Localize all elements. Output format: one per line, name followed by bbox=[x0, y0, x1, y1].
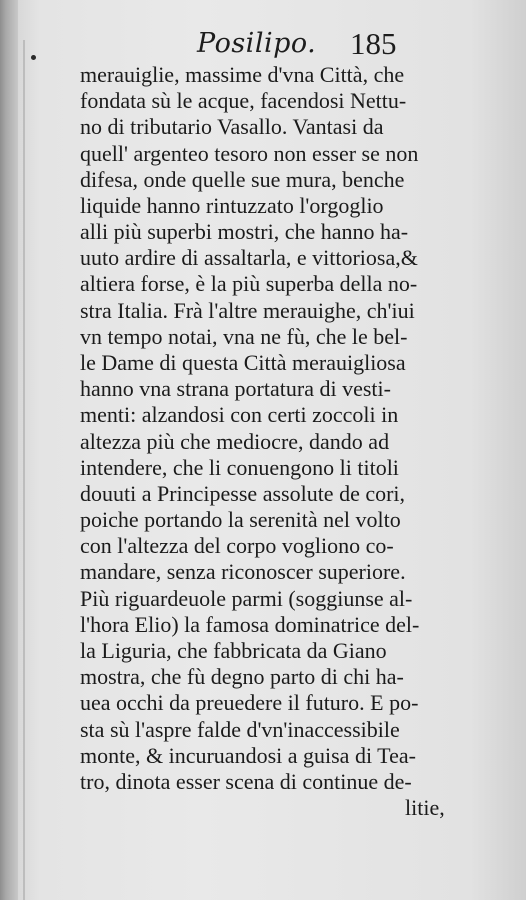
text-line: mostra, che fù degno parto di chi ha- bbox=[80, 664, 404, 689]
gutter-shadow bbox=[0, 0, 18, 900]
text-line: stra Italia. Frà l'altre merauighe, ch'iui bbox=[80, 298, 415, 323]
text-line: poiche portando la serenità nel volto bbox=[80, 507, 401, 532]
text-line: merauiglie, massime d'vna Città, che bbox=[80, 62, 405, 87]
text-line: vn tempo notai, vna ne fù, che le bel- bbox=[80, 324, 408, 349]
binding-hole-mark bbox=[31, 55, 36, 60]
text-line: alli più superbi mostri, che hanno ha- bbox=[80, 219, 409, 244]
text-line: hanno vna strana portatura di vesti- bbox=[80, 376, 391, 401]
text-line: Più riguardeuole parmi (soggiunse al- bbox=[80, 586, 413, 611]
text-line: le Dame di questa Città merauigliosa bbox=[80, 350, 406, 375]
text-line: quell' argenteo tesoro non esser se non bbox=[80, 141, 419, 166]
text-line: douuti a Principesse assolute de cori, bbox=[80, 481, 406, 506]
text-line: altezza più che mediocre, dando ad bbox=[80, 429, 390, 454]
text-line: la Liguria, che fabbricata da Giano bbox=[80, 638, 387, 663]
catchword: litie, bbox=[405, 795, 445, 820]
text-line: sta sù l'aspre falde d'vn'inaccessibile bbox=[80, 717, 400, 742]
text-line: altiera forse, è la più superba della no- bbox=[80, 271, 418, 296]
text-line: con l'altezza del corpo vogliono co- bbox=[80, 533, 394, 558]
text-line: l'hora Elio) la famosa dominatrice del- bbox=[80, 612, 420, 637]
text-line: no di tributario Vasallo. Vantasi da bbox=[80, 114, 384, 139]
text-line: uuto ardire di assaltarla, e vittoriosa,& bbox=[80, 245, 418, 270]
text-line: mandare, senza riconoscer superiore. bbox=[80, 559, 406, 584]
text-line: menti: alzandosi con certi zoccoli in bbox=[80, 402, 399, 427]
page-number: 185 bbox=[350, 26, 397, 61]
text-line: uea occhi da preuedere il futuro. E po- bbox=[80, 690, 419, 715]
text-line: tro, dinota esser scena di continue de- bbox=[80, 769, 412, 794]
running-title: Posilipo. bbox=[197, 28, 317, 59]
text-line: liquide hanno rintuzzato l'orgoglio bbox=[80, 193, 384, 218]
text-line: fondata sù le acque, facendosi Nettu- bbox=[80, 88, 407, 113]
page-fold-line bbox=[23, 40, 25, 900]
text-line: intendere, che li conuengono li titoli bbox=[80, 455, 399, 480]
text-line: difesa, onde quelle sue mura, benche bbox=[80, 167, 405, 192]
text-line: monte, & incuruandosi a guisa di Tea- bbox=[80, 743, 416, 768]
